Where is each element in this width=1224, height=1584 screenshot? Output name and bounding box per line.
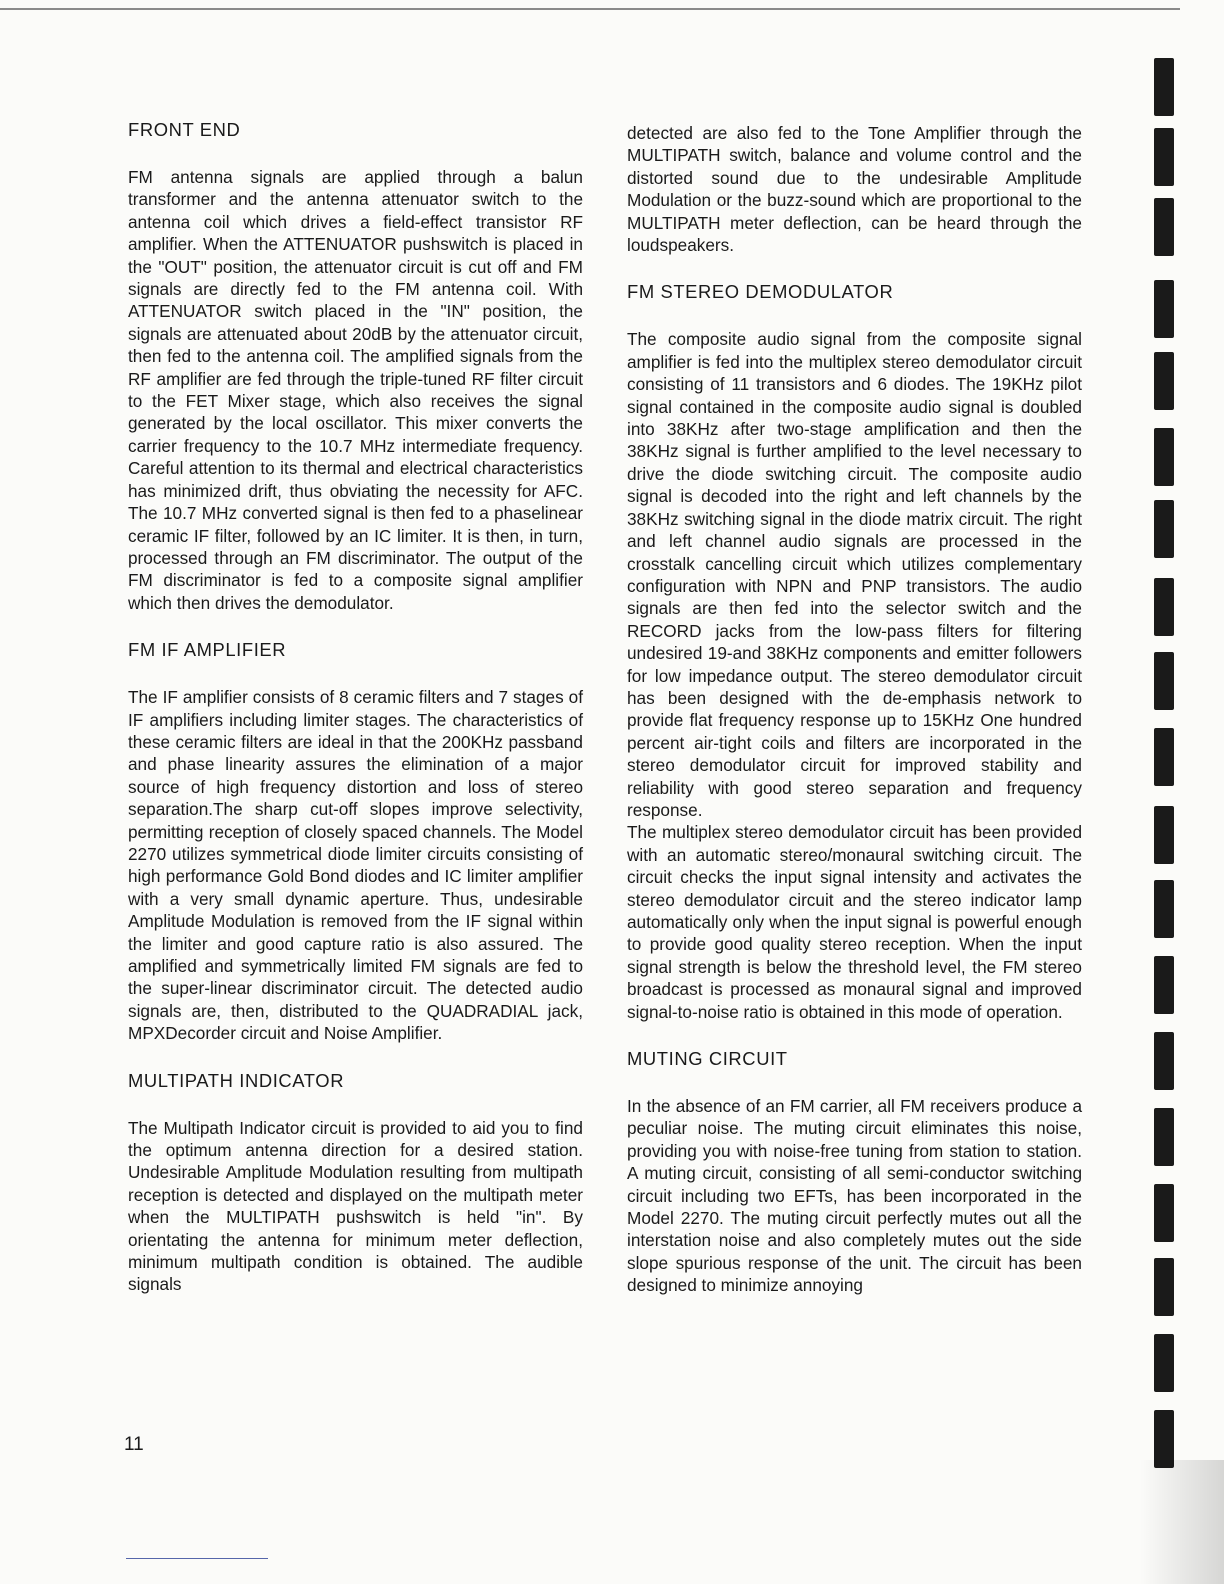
binding-tab [1154,806,1174,864]
left-column [128,118,583,1320]
fm-stereo-demodulator-body-1: The composite audio signal from the composite signal amplifier is fed into the multiplex stereo demodulator circuit consisting of 11 transistors and 6 diodes. The 19KHz pilot signal contained in the composite audio signal is doubled into 38KHz after two-stage amplification and then the 38KHz signal is further amplified to the level necessary to drive the diode switching circuit. The composite audio signal is decoded into the right and left channels by the 38KHz switching signal in the diode matrix circuit. The right and left channel audio signals are processed in the crosstalk cancelling circuit which utilizes complementary configuration with NPN and PNP transistors. The audio signals are then fed into the selector switch and the RECORD jacks from the low-pass filters for filtering undesired 19-and 38KHz components and emitter followers for low impedance output. The stereo demodulator circuit has been designed with the de-emphasis network to provide flat frequency response up to 15KHz One hundred percent air-tight coils and filters are incorporated in the stereo demodulator circuit for improved stability and reliability with good stereo separation and frequency response. [627,329,1082,820]
binding-tab [1154,1032,1174,1090]
binding-tab [1154,428,1174,486]
fm-if-amplifier-body: The IF amplifier consists of 8 ceramic filters and 7 stages of IF amplifiers including limiter stages. The characteristics of these ceramic filters are ideal in that the 200KHz passband and phase linearity assures the elimination of a major source of high frequency distortion and loss of stereo separation.The sharp cut-off slopes improve selectivity, permitting reception of closely spaced channels. The Model 2270 utilizes symmetrical diode limiter circuits consisting of high performance Gold Bond diodes and IC limiter amplifier with a very small dynamic aperture. Thus, undesirable Amplitude Modulation is removed from the IF signal within the limiter and good capture ratio is also assured. The amplified and symmetrically limited FM signals are fed to the super-linear discriminator circuit. The detected audio signals are, then, distributed to the QUADRADIAL jack, MPXDecorder circuit and Noise Amplifier. [128,687,583,1044]
page-number: 11 [124,1434,144,1455]
binding-tab [1154,956,1174,1014]
front-end-heading: FRONT END [128,119,241,140]
bottom-rule [126,1558,268,1559]
fm-stereo-demodulator-body-2: The multiplex stereo demodulator circuit has been provided with an automatic stereo/monaural switching circuit. The circuit checks the input signal intensity and activates the stereo demodulator circuit and the stereo indicator lamp automatically only when the input signal is powerful enough to provide good quality stereo reception. When the input signal strength is below the threshold level, the FM stereo broadcast is processed as monaural signal and improved signal-to-noise ratio is obtained in this mode of operation. [627,822,1082,1022]
multipath-indicator-heading: MULTIPATH INDICATOR [128,1069,345,1091]
binding-tab [1154,280,1174,338]
binding-tab [1154,500,1174,558]
binding-tab [1154,652,1174,710]
multipath-continuation-body: detected are also fed to the Tone Amplifier through the MULTIPATH switch, balance and volume control and the distorted sound due to the undesirable Amplitude Modulation or the buzz-sound which are proportional to the MULTIPATH meter deflection, can be heard through the loudspeakers. [627,123,1082,256]
fm-stereo-demodulator-heading: FM STEREO DEMODULATOR [627,281,894,303]
binding-tab [1154,1334,1174,1392]
front-end-body: FM antenna signals are applied through a balun transformer and the antenna attenuator switch to the antenna coil which drives a field-effect transistor RF amplifier. When the ATTENUATOR pushswitch is placed in the "OUT" position, the attenuator circuit is cut off and FM signals are directly fed to the FM antenna coil. With ATTENUATOR switch placed in the "IN" position, the signals are attenuated about 20dB by the attenuator circuit, then fed to the antenna coil. The amplified signals from the RF amplifier are fed through the triple-tuned RF filter circuit to the FET Mixer stage, which also receives the signal generated by the local oscillator. This mixer converts the carrier frequency to the 10.7 MHz intermediate frequency. Careful attention to its thermal and electrical characteristics has minimized drift, thus obviating the necessity for AFC. The 10.7 MHz converted signal is then fed to a phaselinear ceramic IF filter, followed by an IC limiter. It is then, in turn, processed through an FM discriminator. The output of the FM discriminator is fed to a composite signal amplifier which then drives the demodulator. [128,167,583,613]
binding-tab [1154,198,1174,256]
multipath-indicator-body: The Multipath Indicator circuit is provided to aid you to find the optimum antenna direction for a desired station. Undesirable Amplitude Modulation resulting from multipath reception is detected and displayed on the multipath meter when the MULTIPATH pushswitch is held "in". By orientating the antenna for minimum meter deflection, minimum multipath condition is obtained. The audible signals [128,1117,583,1295]
top-rule [0,8,1180,10]
page-edge-shadow [1140,1460,1224,1584]
binding-tab [1154,880,1174,938]
binding-edge-tabs [1150,0,1190,1584]
binding-tab [1154,1258,1174,1316]
binding-tab [1154,352,1174,410]
right-column [627,122,1082,1321]
binding-tab [1154,128,1174,186]
binding-tab [1154,1108,1174,1166]
binding-tab [1154,58,1174,116]
binding-tab [1154,578,1174,636]
muting-circuit-heading: MUTING CIRCUIT [627,1048,788,1070]
binding-tab [1154,728,1174,786]
muting-circuit-body: In the absence of an FM carrier, all FM receivers produce a peculiar noise. The muting circuit eliminates this noise, providing you with noise-free tuning from station to station. A muting circuit, consisting of all semi-conductor switching circuit including two EFTs, has been incorporated in the Model 2270. The muting circuit perfectly mutes out all the interstation noise and also completely mutes out the side slope spurious response of the unit. The circuit has been designed to minimize annoying [627,1096,1082,1296]
binding-tab [1154,1184,1174,1242]
fm-if-amplifier-heading: FM IF AMPLIFIER [128,639,287,661]
